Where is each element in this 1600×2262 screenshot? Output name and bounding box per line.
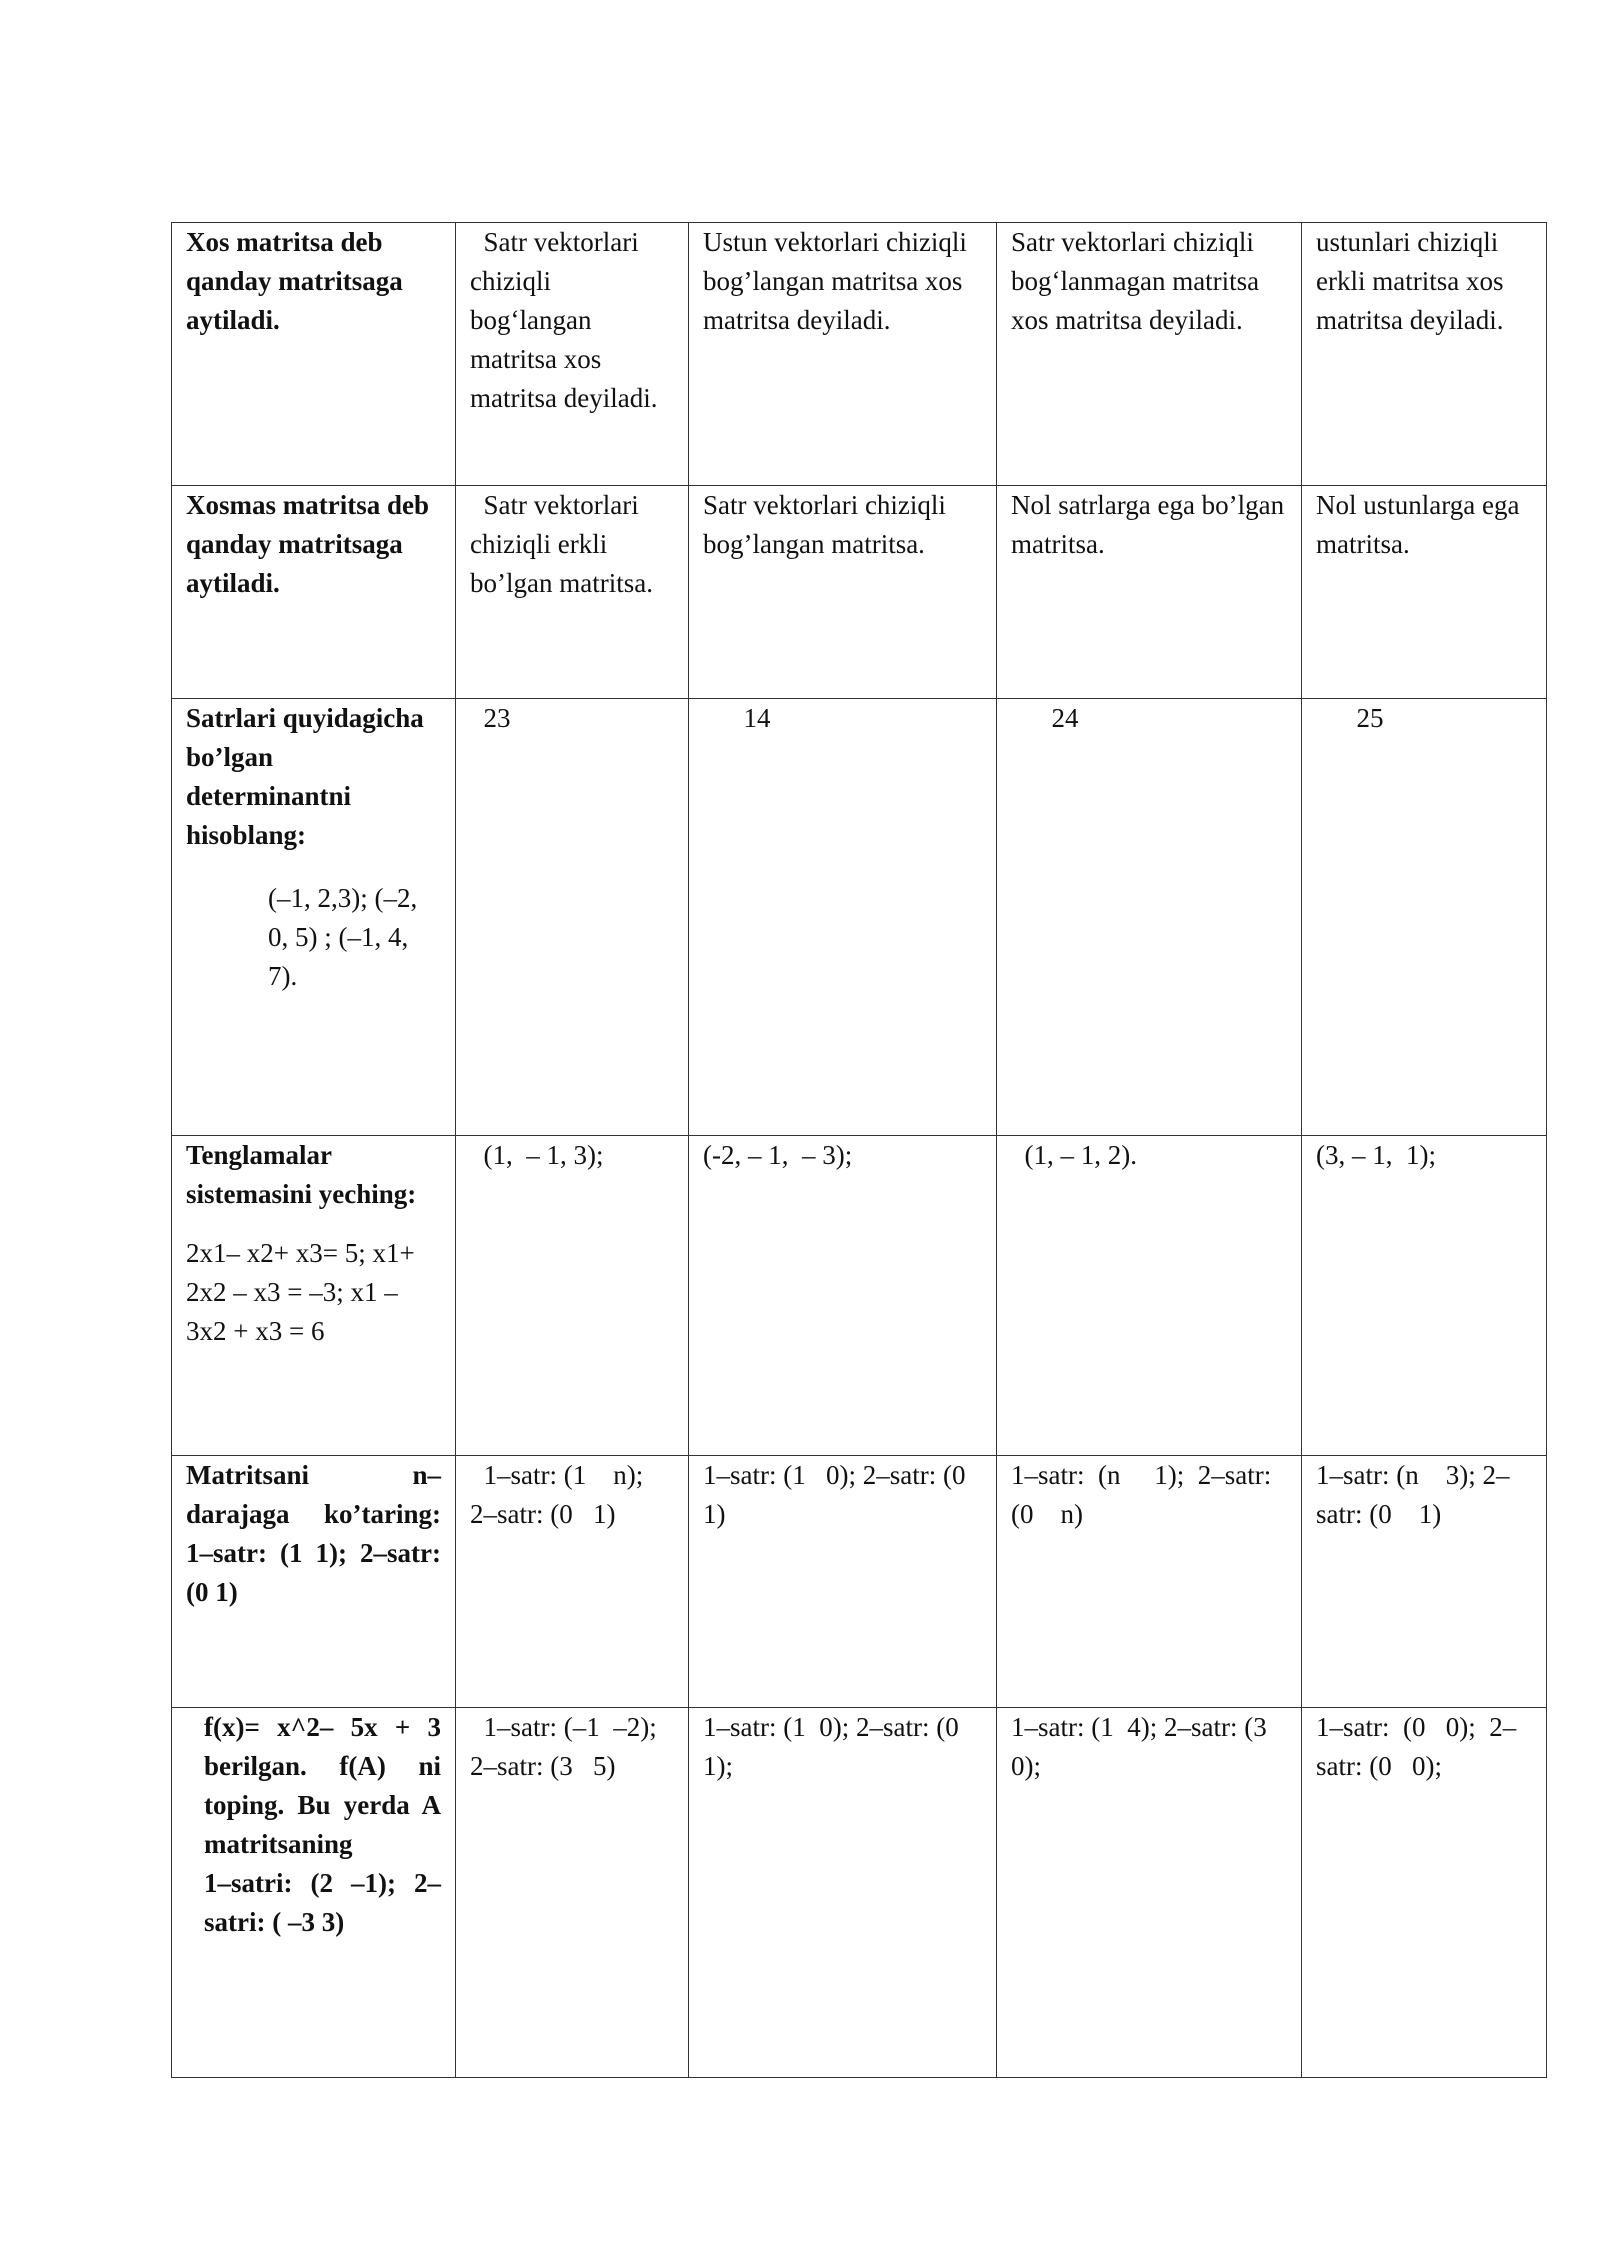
question-text: f(x)= x^2– 5x + 3 berilgan. f(A) ni toping. Bu yerda A matritsaning [204,1712,441,1859]
table-row [172,699,1547,1136]
question-text: Matritsani n–darajaga ko’taring: 1–satr: (1 1); 2–satr: (0 1) [186,1460,441,1607]
answer-cell-c [997,699,1302,1136]
answer-text: (3, – 1, 1); [1316,1140,1436,1170]
answer-cell-a [456,1136,689,1456]
answer-cell-a [456,1708,689,2078]
answer-text: 1–satr: (1 n); 2–satr: (0 1) [470,1460,657,1529]
answer-text: Satr vektorlari chiziqli bog‘lanmagan matritsa xos matritsa deyiladi. [1011,227,1266,335]
answer-cell-c [997,486,1302,699]
answer-cell-a [456,1456,689,1708]
answer-text: 1–satr: (1 0); 2–satr: (0 1) [703,1460,993,1529]
answer-cell-b [689,699,997,1136]
answer-text: Nol ustunlarga ega matritsa. [1316,490,1527,559]
answer-cell-d [1302,1708,1547,2078]
answer-cell-b [689,223,997,486]
answer-cell-b [689,1456,997,1708]
question-detail: 1–satri: (2 –1); 2–satri: ( –3 3) [204,1868,441,1937]
answer-cell-c [997,223,1302,486]
table-row [172,1456,1547,1708]
question-cell [172,1456,456,1708]
question-cell [172,699,456,1136]
table-row [172,223,1547,486]
question-detail: (–1, 2,3); (–2, 0, 5) ; (–1, 4, 7). [268,883,418,991]
table-row [172,486,1547,699]
answer-cell-b [689,1136,997,1456]
answer-text: 25 [1316,703,1384,733]
answer-cell-b [689,1708,997,2078]
question-cell [172,486,456,699]
answer-text: Satr vektorlari chiziqli bog’langan matritsa. [703,490,953,559]
table-row [172,1708,1547,2078]
question-text: Xos matritsa deb qanday matritsaga aytiladi. [186,227,403,335]
answer-text: (1, – 1, 3); [470,1140,604,1170]
question-text: Xosmas matritsa deb qanday matritsaga aytiladi. [186,490,429,598]
answer-text: 23 [470,703,511,733]
answer-text: 1–satr: (1 4); 2–satr: (3 0); [1011,1712,1281,1781]
answer-cell-d [1302,1136,1547,1456]
answer-cell-d [1302,223,1547,486]
answer-text: 14 [703,703,771,733]
answer-text: Satr vektorlari chiziqli erkli bo’lgan matritsa. [470,490,653,598]
question-cell [172,1136,456,1456]
answer-text: (-2, – 1, – 3); [703,1140,853,1170]
answer-text: 1–satr: (1 0); 2–satr: (0 1); [703,1712,973,1781]
answer-text: Ustun vektorlari chiziqli bog’langan matritsa xos matritsa deyiladi. [703,227,974,335]
answer-text: (1, – 1, 2). [1011,1140,1137,1170]
answer-text: Nol satrlarga ega bo’lgan matritsa. [1011,490,1291,559]
answer-cell-c [997,1456,1302,1708]
answer-cell-a [456,486,689,699]
answer-cell-d [1302,486,1547,699]
answer-cell-c [997,1708,1302,2078]
answer-cell-a [456,699,689,1136]
answer-text: ustunlari chiziqli erkli matritsa xos matritsa deyiladi. [1316,227,1511,335]
answer-text: 1–satr: (n 3); 2– satr: (0 1) [1316,1460,1537,1529]
answer-text: Satr vektorlari chiziqli bog‘langan matritsa xos matritsa deyiladi. [470,227,658,413]
question-detail: 2x1– x2+ x3= 5; x1+ 2x2 – x3 = –3; x1 – 3x2 + x3 = 6 [186,1238,415,1346]
answer-cell-b [689,486,997,699]
table-row [172,1136,1547,1456]
question-text: Tenglamalar sistemasini yeching: [186,1140,417,1209]
question-text: Satrlari quyidagicha bo’lgan determinantni hisoblang: [186,703,424,850]
answer-cell-d [1302,1456,1547,1708]
question-cell [172,1708,456,2078]
answer-text: 24 [1011,703,1079,733]
answer-cell-c [997,1136,1302,1456]
answer-text: 1–satr: (–1 –2); 2–satr: (3 5) [470,1712,671,1781]
question-cell [172,223,456,486]
answer-text: 1–satr: (0 0); 2–satr: (0 0); [1316,1712,1517,1781]
answer-cell-d [1302,699,1547,1136]
test-questions-table [171,222,1547,2078]
answer-cell-a [456,223,689,486]
answer-text: 1–satr: (n 1); 2–satr: (0 n) [1011,1460,1299,1529]
